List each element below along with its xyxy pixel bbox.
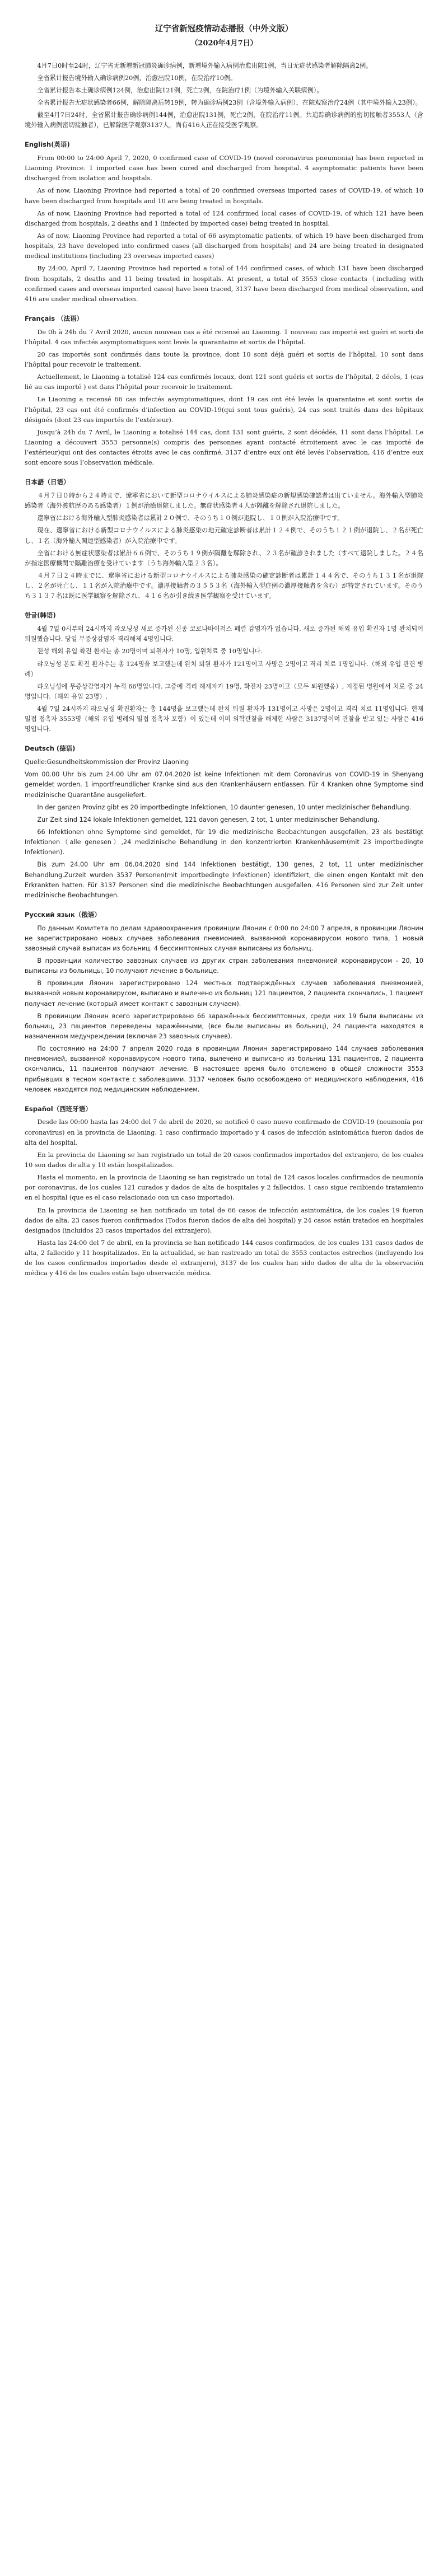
- section-paragraph: Hasta las 24:00 del 7 de abril, en la provincia se han notificado 144 casos confirmados, de los cuales 131 casos dados de alta, 2 fallecido y 11 hospitalizados. En la actualidad, se han rastreado un total de 3553 contactos estrechos (incluyendo los de los casos confirmados importados desde el extranjero), 3137 de los cuales han sido dados de alta de la observación médica y 416 de los cuales están bajo observación médica.: [25, 1239, 423, 1277]
- section-paragraph: As of now, Liaoning Province had reported a total of 124 confirmed local cases of COVID-19, of which 121 have been discharged from hospitals, 2 deaths and 1 (infected by imported case) being treated in hospital.: [25, 209, 423, 227]
- language-section: [25, 743, 423, 900]
- section-paragraph: Hasta el momento, en la provincia de Liaoning se han registrado un total de 124 casos locales confirmados de neumonía por coronavirus, de los cuales 121 curados y dados de alta de hospitales y 2 fallecidos. 1 caso sigue recibiendo tratamiento en el hospital (que es el caso relacionado con un caso importado).: [25, 1174, 423, 1202]
- section-paragraph: 全省累计报告无症状感染者66例，解除隔离后转19例，转为确诊病例23例（含境外输入病例），在院观察治疗24例（其中境外输入23例）。: [37, 99, 422, 106]
- section-paragraph: 全省累计报告本土确诊病例124例，治愈出院121例，死亡2例，在院治疗1例（为境外输入关联病例）。: [37, 86, 323, 94]
- section-paragraph: Quelle:Gesundheitskommission der Provinz Liaoning: [25, 758, 189, 766]
- section-paragraph: As of now, Liaoning Province had reported a total of 20 confirmed overseas imported cases of COVID-19, of which 10 have been discharged from hospitals and 10 are being treated in hospitals.: [25, 187, 423, 205]
- language-section: [25, 139, 423, 305]
- section-paragraph: 랴오닝성에 무증상감염자가 누적 66명입니다. 그중에 격리 해제자가 19명, 확진자 23명이고（모두 퇴원했음）, 지정된 병원에서 치료 중 24명입니다.（해외 유입 23명）.: [25, 682, 423, 700]
- section-paragraph: По данным Комитета по делам здравоохранения провинции Ляонин с 0:00 по 24:00 7 апреля, в провинции Ляонин не зарегистрировано новых случаев заболевания пневмонией, вызванной коронавирусом нового типа, 1 новый завозный случай выписан из больниц. 4 бессимптомных случая выписаны из больниц.: [25, 924, 423, 952]
- section-paragraph: Desde las 00:00 hasta las 24:00 del 7 de abril de 2020, se notificó 0 caso nuevo confirmado de COVID-19 (neumonía por coronavirus) en la provincia de Liaoning. 1 caso confirmado importado y 4 casos de infección asintomática fueron dados de alta del hospital.: [25, 1118, 423, 1146]
- section-paragraph: В провинции Ляонин зарегистрировано 124 местных подтверждённых случаев заболевания пневмонией, вызванной новым коронавирусом, выписано и вылечено из больниц 121 пациентов, 2 пациента скончались, 1 пациент получает лечение (который имеет контакт с завозным случаем).: [25, 980, 423, 1008]
- section-paragraph: 全省累计报告境外输入确诊病例20例，治愈出院10例，在院治疗10例。: [37, 74, 237, 82]
- section-paragraph: Actuellement, le Liaoning a totalisé 124 cas confirmés locaux, dont 121 sont guéris et sortis de l’hôpital, 2 décès, 1 (cas lié au cas importé ) est dans l’hôpital pour recevoir le traitement.: [25, 373, 423, 391]
- section-paragraph: В провинции Ляонин всего зарегистрировано 66 заражённых бессимптомных, среди них 19 были выписаны из больниц, 23 пациентов переведены заражёнными, (все были выписаны из больниц), 24 пациента находятся в назначенном медучреждении (включая 23 завозных случаев).: [25, 1012, 423, 1040]
- section-paragraph: From 00:00 to 24:00 April 7, 2020, 0 confirmed case of COVID-19 (novel coronavirus pneumonia) has been reported in Liaoning Province. 1 imported case has been cured and discharged from hospital. 4 asymptomatic patients have been discharged from isolation and hospitals.: [25, 154, 423, 182]
- document-date: （2020年4月7日）: [190, 39, 258, 48]
- section-paragraph: 截至4月7日24时，全省累计报告确诊病例144例，治愈出院131例，死亡2例，在院治疗11例。共追踪确诊病例的密切接触者3553人（含境外输入病例密切接触者），已解除医学观察3137人，尚有416人正在接受医学观察。: [25, 111, 423, 129]
- section-paragraph: 全省における無症状感染者は累計６６例で、そのうち１９例が隔離を解除され、２３名が確診されました（すべて退院しました。２４名が指定医療機関で隔離治療を受けています（うち海外輸入型２３名）。: [25, 549, 423, 567]
- section-heading: Français （法语）: [25, 314, 83, 322]
- section-paragraph: Bis zum 24.00 Uhr am 06.04.2020 sind 144 Infektionen bestätigt, 130 genes, 2 tot, 11 unter medizinischer Behandlung.Zurzeit wurden 3537 Personen(mit importbedingte Infektionen) identifiziert, die einen engen Kontakt mit den Erkrankten hatten. Für 3137 Personen sind die medizinische Beobachtungen ausgefallen. 416 Personen sind zur Zeit unter medizinische Beobachtungen.: [25, 861, 423, 899]
- section-paragraph: En la provincia de Liaoning se han registrado un total de 20 casos confirmados importados del extranjero, de los cuales 10 son dados de alta y 10 están hospitalizados.: [25, 1151, 423, 1169]
- section-paragraph: 遼寧省における海外輸入型肺炎感染者は累計２０例で、そのうち１０例が退院し、１０例が入院治療中です。: [37, 514, 344, 522]
- language-sections: [25, 61, 423, 1279]
- section-paragraph: 4월 7일 24시까지 랴오닝성 확진환자는 총 144명을 보고했는데 완치 퇴원 환자가 131명이고 사망은 2명이고 격리 치료 11명입니다. 현재 밀접 접촉자 3553명（해외 유입 병례의 밀접 접촉자 포함）이 있는데 이미 의학관찰을 해제한 사람은 3137명이며 관찰을 받고 있는 사람은 416명입니다.: [25, 705, 423, 733]
- section-paragraph: 66 Infektionen ohne Symptome sind gemeldet, für 19 die medizinische Beobachtungen ausgefallen, 23 als bestätigt Infektionen（alle genesen）,24 medizinische Behandlung in den konzentrierten Krankenhäusern(mit 23 importbedingte Infektionen).: [25, 828, 423, 856]
- section-paragraph: 랴오닝성 본토 확진 환자수는 총 124명을 보고했는데 완치 퇴원 환자가 121명이고 사망은 2명이고 격리 치료 1명입니다.（해외 유입 관련 병례）: [25, 660, 423, 678]
- section-paragraph: 4月7日0时至24时，辽宁省无新增新冠肺炎确诊病例，新增境外输入病例治愈出院1例，当日无症状感染者解除隔离2例。: [37, 62, 372, 69]
- section-paragraph: 전성 해외 유입 확진 환자는 총 20명이며 퇴원자가 10명, 입원치료 중 10명입니다.: [37, 648, 263, 655]
- section-paragraph: Jusqu’à 24h du 7 Avril, le Liaoning a totalisé 144 cas, dont 131 sont guéris, 2 sont décédés, 11 sont dans l’hôpital. Le Liaoning a découvert 3553 personne(s) compris des personnes ayant contacté étroitement avec le cas importé de l’extérieur)qui ont des contactes étroits avec le cas confirmé, 3137 d’entre eux ont été levés l’observation, 416 d’entre eux sont encore sous l’observation médicale.: [25, 428, 423, 467]
- language-section: [25, 610, 423, 734]
- section-paragraph: Zur Zeit sind 124 lokale Infektionen gemeldet, 121 davon genesen, 2 tot, 1 unter medizinischer Behandlung.: [37, 816, 380, 823]
- section-paragraph: De 0h à 24h du 7 Avril 2020, aucun nouveau cas a été recensé au Liaoning. 1 nouveau cas importé est guéri et sorti de l’hôpital. 4 cas infectés asymptomatiques sont levés la quarantaine et sortis de l’hôpital.: [25, 328, 423, 346]
- section-heading: Deutsch (德语): [25, 744, 76, 753]
- section-paragraph: По состоянию на 24:00 7 апреля 2020 года в провинции Ляонин зарегистрировано 144 случаев заболевания пневмонией, вызванной коронавирусом нового типа, вылечено и выписано из больниц 131 пациентов, 2 пациента скончались, 11 пациентов получают лечение. В настоящее время было отслежено в общей сложности 3553 прибывших в тесном контакте с заболевшими. 3137 человек было освобождено от медицинского наблюдения, 416 человек находятся под медицинским наблюдением.: [25, 1045, 423, 1093]
- section-paragraph: 現在、遼寧省における新型コロナウイルスによる肺炎感染の地元確定診断者は累計１２４例で、そのうち１２１例が退院し、２名が死亡し、１名（海外輸入関連型感染者）が入院治療中です。: [25, 527, 423, 545]
- language-section: [25, 910, 423, 1095]
- language-section: [25, 1104, 423, 1279]
- language-section: [25, 61, 423, 131]
- section-paragraph: ４月７日２４時までに、遼寧省における新型コロナウイルスによる肺炎感染の確定診断者は累計１４４名で、そのうち１３１名が退院し、２名が死亡し、１１名が入院治療中です。濃厚接触者の３５５３名（海外輸入型症例の濃厚接触者を含む）が特定されています。そのうち３１３７名は既に医学観察を解除され、４１６名が引き続き医学観察を受けています。: [25, 572, 423, 600]
- language-section: [25, 313, 423, 468]
- section-paragraph: 20 cas importés sont confirmés dans toute la province, dont 10 sont déjà guéri et sortis de l’hôpital, 10 sont dans l’hôpital pour recevoir le traitement.: [25, 350, 423, 369]
- section-heading: English(英语): [25, 140, 70, 149]
- section-heading: Español（西班牙语）: [25, 1104, 92, 1113]
- section-paragraph: В провинции количество завозных случаев из других стран заболевания пневмонией коронавирусом - 20, 10 выписаны из больницы, 10 получают лечение в больнице.: [25, 957, 423, 975]
- section-heading: 日本語（日语）: [25, 478, 70, 486]
- section-paragraph: En la provincia de Liaoning se han notificado un total de 66 casos de infección asintomática, de los cuales 19 fueron dados de alta, 23 casos fueron confirmados (Todos fueron dados de alta del hospital) y 24 casos están tratados en hospitales designados (incluidos 23 casos importados del extranjero).: [25, 1206, 423, 1234]
- section-paragraph: Le Liaoning a recensé 66 cas infectés asymptomatiques, dont 19 cas ont été levés la quarantaine et sont sortis de l’hôpital, 23 cas ont été confirmés d’infection au COVID-19(qui sont tous guéris), 24 cas sont traités dans des hôpitaux désignés (dont 23 cas importés de l’extérieur).: [25, 396, 423, 424]
- section-heading: Русский язык（俄语）: [25, 910, 101, 919]
- section-paragraph: In der ganzen Provinz gibt es 20 importbedingte Infektionen, 10 daunter genesen, 10 unter medizinischer Behandlung.: [37, 803, 412, 811]
- section-paragraph: Vom 00.00 Uhr bis zum 24.00 Uhr am 07.04.2020 ist keine Infektionen mit dem Coronavirus von COVID-19 in Shenyang gemeldet worden. 1 importfreundlicher Kranke sind aus den Krankenhäusern entlassen. Für 4 Kranken ohne Symptome sind medizinische Quarantäne ausgeliefert.: [25, 771, 423, 799]
- section-paragraph: 4월 7일 0시부터 24시까지 랴오닝성 새로 증가된 신종 코로나바이러스 폐렴 감염자가 없습니다. 새로 증가된 해외 유입 확진자 1명 완치되어 퇴원했습니다. 당일 무증상감염자 격리해제 4명입니다.: [25, 625, 423, 643]
- document-title: 辽宁省新冠疫情动态播报（中外文版）: [155, 24, 293, 34]
- language-section: [25, 477, 423, 601]
- section-paragraph: By 24:00, April 7, Liaoning Province had reported a total of 144 confirmed cases, of which 131 have been discharged from hospitals, 2 deaths and 11 being treated in hospitals. At present, a total of 3553 close contacts（including with confirmed cases and overseas imported cases) have been traced, 3137 have been discharged from medical observation, and 416 are under medical observation.: [25, 265, 423, 303]
- section-heading: 한글(韩语): [25, 611, 56, 620]
- section-paragraph: ４月７日０時から２４時まで、遼寧省において新型コロナウイルスによる肺炎感染症の新規感染確認者は出ていません。海外輸入型肺炎感染者（海外渡航歴のある感染者）１例が治癒退院しました。無症状感染者４人が隔離を解除され退院しました。: [25, 492, 423, 510]
- section-paragraph: As of now, Liaoning Province had reported a total of 66 asymptomatic patients, of which 19 have been discharged from hospitals, 23 have developed into confirmed cases (all discharged from hospitals) and 24 are being treated in designated medical institutions (including 23 overseas imported cases): [25, 232, 423, 260]
